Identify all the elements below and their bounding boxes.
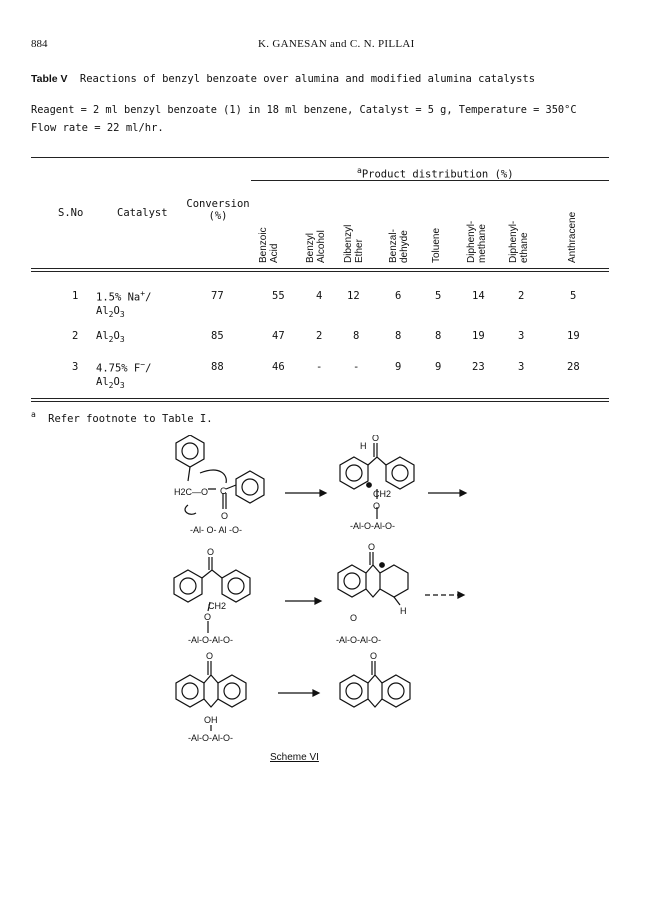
- col-header-benzoic-acid-line2: Acid: [269, 243, 280, 263]
- label-surface-e: -Al-O-Al-O-: [188, 733, 233, 743]
- scheme-label: Scheme VI: [270, 752, 319, 763]
- benzene-ring-d1: [338, 565, 366, 597]
- label-b-oxygen: O: [372, 435, 380, 443]
- row2-diphenylmethane: 19: [472, 330, 485, 342]
- product-distribution-header: [357, 166, 514, 181]
- col-header-benzyl-alcohol-line1: Benzyl: [305, 232, 316, 263]
- row2-catalyst: [96, 330, 125, 346]
- label-e-oxygen: O: [206, 651, 214, 661]
- col-header-diphenylethane-line2: ethane: [519, 232, 530, 263]
- col-header-benzoic-acid-line1: Benzoic: [258, 227, 269, 263]
- row3-anthracene: 28: [567, 361, 580, 373]
- benzene-ring-a2: [236, 471, 264, 503]
- col-header-dibenzyl-ether-line1: Dibenzyl: [343, 224, 354, 263]
- row3-benzyl-alcohol: -: [316, 361, 323, 373]
- table-footnote: [31, 410, 213, 425]
- row3-diphenylmethane: 23: [472, 361, 485, 373]
- row2-benzyl-alcohol: 2: [316, 330, 323, 342]
- label-h2c-o: H2C—O: [174, 487, 209, 497]
- row2-conversion: 85: [211, 330, 224, 342]
- row1-catalyst: [96, 287, 151, 321]
- row3-diphenylethane: 3: [518, 361, 525, 373]
- flow-rate-line: Flow rate = 22 ml/hr.: [31, 122, 164, 134]
- row1-catalyst-sup: +: [140, 289, 146, 298]
- row1-dibenzyl-ether: 12: [347, 290, 360, 302]
- col-header-conversion-line2: (%): [208, 210, 228, 222]
- col-header-diphenylmethane: [466, 221, 488, 263]
- benzene-ring-a1: [176, 435, 204, 467]
- bond-lines-f: [368, 661, 382, 707]
- label-surface-b: -Al-O-Al-O-: [350, 521, 395, 531]
- footnote-mark: a: [31, 410, 36, 419]
- col-header-diphenylmethane-line2: methane: [477, 224, 488, 263]
- scheme-vi-diagram: [160, 435, 480, 755]
- page-number: 884: [31, 38, 48, 50]
- col-header-benzyl-alcohol-line2: Alcohol: [316, 230, 327, 263]
- col-header-benzaldehyde: [388, 229, 410, 263]
- row2-diphenylethane: 3: [518, 330, 525, 342]
- benzene-ring-d2: [380, 565, 408, 597]
- row3-catalyst-sup: −: [140, 360, 146, 369]
- group-header-text: Product distribution (%): [361, 168, 514, 181]
- col-header-diphenylmethane-line1: Diphenyl-: [466, 220, 477, 263]
- row1-catalyst-slash: /: [145, 291, 152, 304]
- col-header-toluene: [431, 228, 442, 263]
- arrowhead-4: [458, 592, 464, 598]
- benzene-ring-b1: [340, 457, 368, 489]
- label-e-oh: OH: [204, 715, 218, 725]
- label-b-ch2: CH2: [373, 489, 392, 499]
- row3-catalyst: [96, 358, 151, 392]
- col-header-anthracene: [567, 212, 578, 263]
- row1-sno: 1: [72, 290, 79, 302]
- row1-catalyst-line2: $Al_2O_3$: [96, 304, 125, 319]
- label-c-oxygen: O: [207, 547, 215, 557]
- col-header-toluene-line1: Toluene: [431, 227, 442, 263]
- label-b-h: H: [360, 441, 367, 451]
- row2-sno: 2: [72, 330, 79, 342]
- row3-catalyst-line2: $Al_2O_3$: [96, 375, 125, 390]
- label-ester-o: O: [221, 511, 229, 521]
- aromatic-circle-b1: [346, 465, 362, 481]
- label-c-o: O: [204, 612, 212, 622]
- arrowhead-3: [315, 598, 321, 604]
- radical-dot-b: [367, 483, 372, 488]
- row1-conversion: 77: [211, 290, 224, 302]
- benzene-ring-f1: [340, 675, 368, 707]
- benzene-ring-c1: [174, 570, 202, 602]
- arrowhead-2: [460, 490, 466, 496]
- row1-benzyl-alcohol: 4: [316, 290, 323, 302]
- col-header-benzaldehyde-line1: Benzal-: [388, 229, 399, 263]
- row2-benzoic-acid: 47: [272, 330, 285, 342]
- label-f-oxygen: O: [370, 651, 378, 661]
- col-header-diphenylethane: [508, 221, 530, 263]
- row2-benzaldehyde: 8: [395, 330, 402, 342]
- table-caption: [31, 73, 535, 85]
- table-caption-text: Reactions of benzyl benzoate over alumina and modified alumina catalysts: [79, 73, 536, 85]
- label-surface-c: -Al-O-Al-O-: [188, 635, 233, 645]
- col-header-dibenzyl-ether: [343, 225, 365, 263]
- row3-toluene: 9: [435, 361, 442, 373]
- row1-benzaldehyde: 6: [395, 290, 402, 302]
- aromatic-circle-a1: [182, 443, 198, 459]
- aromatic-circle-d1: [344, 573, 360, 589]
- aromatic-circle-e1: [182, 683, 198, 699]
- label-d-o: O: [350, 613, 358, 623]
- reagent-line: Reagent = 2 ml benzyl benzoate (1) in 18 ml benzene, Catalyst = 5 g, Temperature = 350°C: [31, 104, 577, 116]
- electron-arrow-a2: [185, 505, 196, 514]
- aromatic-circle-e2: [224, 683, 240, 699]
- row3-benzaldehyde: 9: [395, 361, 402, 373]
- electron-arrow-a: [200, 470, 226, 483]
- row3-catalyst-line1: 4.75% F: [96, 362, 141, 375]
- group-header-footnote-mark: a: [357, 166, 362, 175]
- col-header-catalyst: Catalyst: [117, 207, 168, 219]
- aromatic-circle-a2: [242, 479, 258, 495]
- benzene-ring-e2: [218, 675, 246, 707]
- label-b-o: O: [373, 501, 381, 511]
- running-header-authors: K. GANESAN and C. N. PILLAI: [258, 38, 415, 50]
- col-header-dibenzyl-ether-line2: Ether: [354, 239, 365, 263]
- row1-catalyst-line1: 1.5% Na: [96, 291, 141, 304]
- benzene-ring-e1: [176, 675, 204, 707]
- label-surface-a: -Al- O- Al -O-: [190, 525, 242, 535]
- benzene-ring-f2: [382, 675, 410, 707]
- arrowhead-5: [313, 690, 319, 696]
- benzene-ring-c2: [222, 570, 250, 602]
- table-bottom-rule: [31, 398, 609, 399]
- col-header-benzyl-alcohol: [305, 230, 327, 263]
- col-header-benzaldehyde-line2: dehyde: [399, 230, 410, 263]
- row2-anthracene: 19: [567, 330, 580, 342]
- table-bottom-rule-2: [31, 401, 609, 402]
- row2-dibenzyl-ether: 8: [353, 330, 360, 342]
- aromatic-circle-c2: [228, 578, 244, 594]
- row3-catalyst-slash: /: [145, 362, 152, 375]
- row1-benzoic-acid: 55: [272, 290, 285, 302]
- table-header-rule-2: [31, 271, 609, 272]
- footnote-text: Refer footnote to Table I.: [48, 412, 213, 425]
- row1-diphenylethane: 2: [518, 290, 525, 302]
- aromatic-circle-f1: [346, 683, 362, 699]
- table-caption-label: Table V: [31, 73, 68, 85]
- radical-dot-d: [380, 563, 385, 568]
- row3-sno: 3: [72, 361, 79, 373]
- row3-dibenzyl-ether: -: [353, 361, 360, 373]
- col-header-conversion: [186, 198, 250, 222]
- row2-toluene: 8: [435, 330, 442, 342]
- aromatic-circle-c1: [180, 578, 196, 594]
- label-carbonyl-c: C: [220, 486, 227, 496]
- benzene-ring-b2: [386, 457, 414, 489]
- label-d-h: H: [400, 606, 407, 616]
- row2-catalyst-line1: $Al_2O_3$: [96, 330, 125, 345]
- label-surface-d: -Al-O-Al-O-: [336, 635, 381, 645]
- row3-benzoic-acid: 46: [272, 361, 285, 373]
- arrowhead-1: [320, 490, 326, 496]
- row3-conversion: 88: [211, 361, 224, 373]
- row1-anthracene: 5: [570, 290, 577, 302]
- aromatic-circle-f2: [388, 683, 404, 699]
- label-c-ch2: CH2: [208, 601, 227, 611]
- table-header-rule: [31, 268, 609, 269]
- col-header-benzoic-acid: [258, 227, 280, 263]
- table-top-rule: [31, 157, 609, 158]
- col-header-conversion-line1: Conversion: [186, 198, 250, 210]
- row1-toluene: 5: [435, 290, 442, 302]
- col-header-sno: S.No: [58, 207, 84, 219]
- col-header-anthracene-line1: Anthracene: [567, 211, 578, 263]
- aromatic-circle-b2: [392, 465, 408, 481]
- row1-diphenylmethane: 14: [472, 290, 485, 302]
- label-d-oxygen: O: [368, 542, 376, 552]
- col-header-diphenylethane-line1: Diphenyl-: [508, 220, 519, 263]
